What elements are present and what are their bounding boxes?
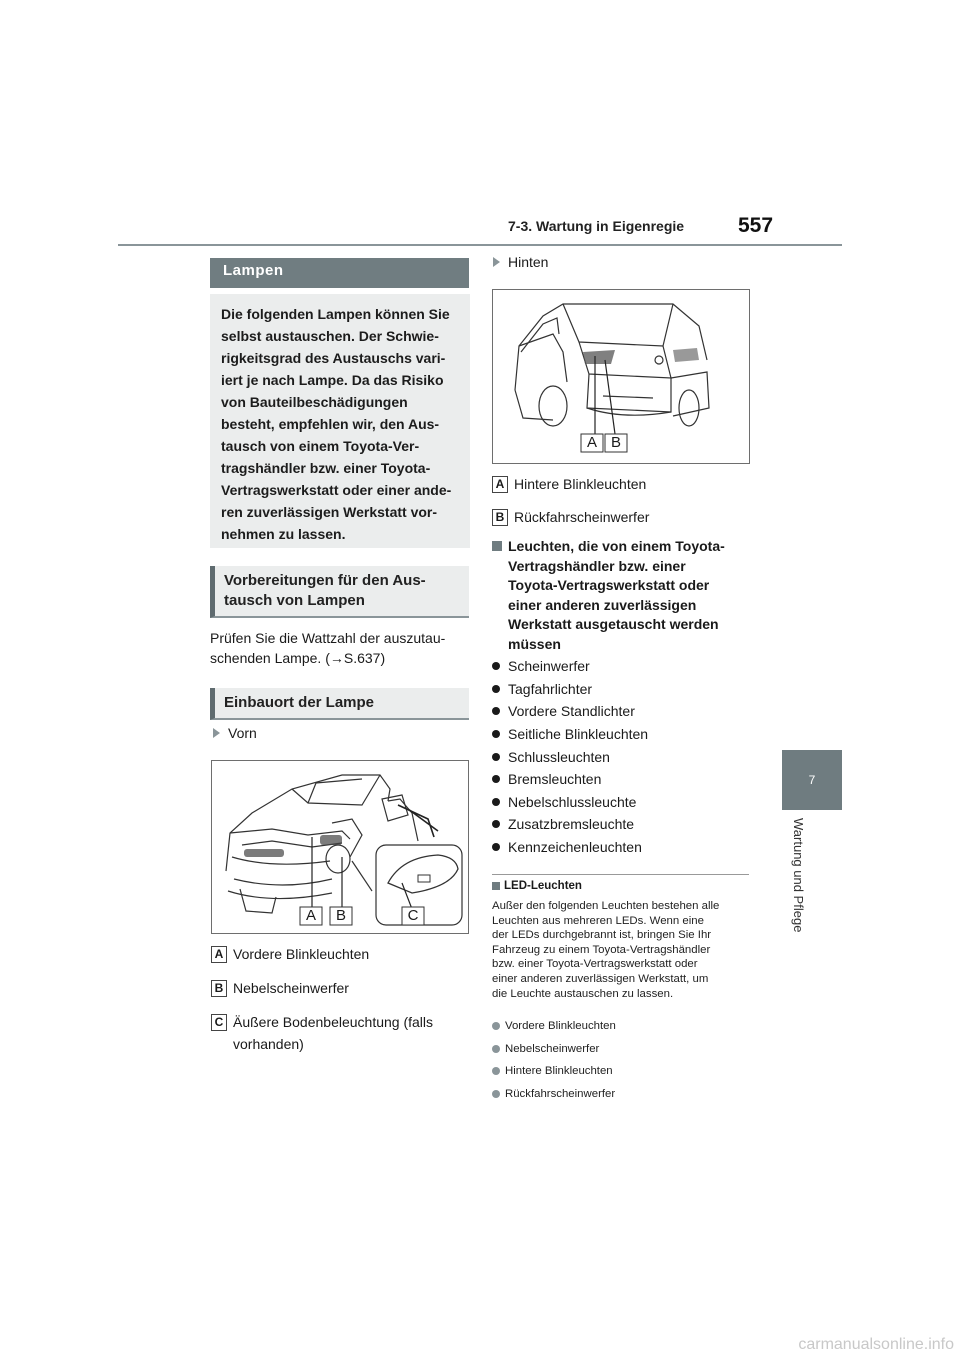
list-item-text: Schlussleuchten [508,748,610,765]
dealer-list [492,655,752,858]
square-bullet-icon [492,882,500,890]
chapter-number: 7 [808,773,816,787]
rear-car-figure [492,289,750,464]
chapter-tab[interactable] [782,750,842,810]
preparation-line: Prüfen Sie die Wattzahl der auszutau- [210,630,446,646]
heading-line: Vorbereitungen für den Aus- [224,572,426,589]
list-item-text: Kennzeichenleuchten [508,839,642,856]
list-item-text: Nebelscheinwerfer [505,1042,600,1055]
list-item-text: Seitliche Blinkleuchten [508,726,649,743]
list-item [492,723,752,746]
intro-box [210,294,470,548]
intro-line: besteht, empfehlen wir, den Aus- [221,416,440,432]
led-body-line: Leuchten aus mehreren LEDs. Wenn eine [492,914,704,927]
led-body-line: der LEDs durchgebrannt ist, bringen Sie Ihr [492,929,712,942]
callout-text: Nebelscheinwerfer [233,980,349,996]
callout-text: Äußere Bodenbeleuchtung (falls [233,1014,434,1030]
list-item [492,1083,616,1106]
dealer-heading-line: Werkstatt ausgetauscht werden [508,616,719,632]
dealer-heading-line: Toyota-Vertragswerkstatt oder [508,577,710,593]
intro-line: rigkeitsgrad des Austauschs vari- [221,350,446,366]
intro-line: Die folgenden Lampen können Sie [221,306,450,322]
front-car-figure [211,760,469,934]
list-item-text: Scheinwerfer [508,658,590,675]
led-heading-text: LED-Leuchten [504,880,582,892]
dealer-heading-line: müssen [508,635,561,652]
bullet-icon [492,1022,500,1030]
preparation-line: schenden Lampe. (→S.637) [210,650,386,666]
header-rule [118,244,842,246]
list-item-text: Nebelschlussleuchte [508,793,637,810]
list-item-text: Tagfahrlichter [508,680,593,697]
bullet-icon [492,1045,500,1053]
list-item [492,678,752,701]
led-body-line: die Leuchte austauschen zu lassen. [492,987,674,1000]
bullet-icon [492,820,500,828]
list-item [492,1038,616,1061]
front-callout-b [211,977,349,999]
intro-line: tragshändler bzw. einer Toyota- [221,460,431,476]
rear-label [493,254,548,270]
section-title-bar [210,258,469,288]
figure-label: B [610,434,621,451]
front-label [213,725,257,741]
dealer-heading-line: Vertragshändler bzw. einer [508,557,686,574]
led-body-line: bzw. einer Toyota-Vertragswerkstatt oder [492,958,698,971]
list-item-text: Hintere Blinkleuchten [505,1065,613,1078]
rear-callout-b [492,506,649,528]
callout-key: A [211,946,227,963]
led-body-line: Fahrzeug zu einem Toyota-Vertragshändler [492,943,711,956]
dealer-heading-line: Leuchten, die von einem Toyota- [508,538,725,554]
led-body [492,899,750,1001]
intro-line: Vertragswerkstatt oder einer ande- [221,482,452,498]
callout-text: Rückfahrscheinwerfer [514,509,650,525]
page-number: 557 [738,214,774,237]
watermark[interactable]: carmanualsonline.info [798,1336,954,1353]
square-bullet-icon [492,541,502,551]
front-callout-c [211,1011,433,1055]
arrow-icon [213,728,220,738]
led-list [492,1015,616,1105]
intro-line: tausch von einem Toyota-Ver- [221,438,420,454]
heading-preparation [210,566,469,618]
list-item [492,1060,616,1083]
intro-line: selbst austauschen. Der Schwie- [221,328,439,344]
bullet-icon [492,685,500,693]
bullet-icon [492,843,500,851]
figure-label: B [335,907,346,924]
led-heading [492,880,582,892]
bullet-icon [492,753,500,761]
bullet-icon [492,730,500,738]
intro-line: iert je nach Lampe. Da das Risiko [221,372,444,388]
callout-text-continued: vorhanden) [233,1036,304,1052]
section-label: 7-3. Wartung in Eigenregie [508,218,685,234]
intro-line: ren zuverlässigen Werkstatt vor- [221,504,438,520]
list-item [492,813,752,836]
callout-key: B [211,980,227,997]
preparation-text [210,628,445,668]
list-item-text: Bremsleuchten [508,771,602,788]
figure-label: A [586,434,597,451]
list-item-text: Rückfahrscheinwerfer [505,1088,616,1101]
chapter-title: Wartung und Pflege [791,818,806,933]
intro-line: von Bauteilbeschädigungen [221,394,408,410]
intro-line: nehmen zu lassen. [221,526,346,542]
list-item-text: Vordere Standlichter [508,703,635,720]
list-item [492,768,752,791]
list-item [492,836,752,859]
bullet-icon [492,1090,500,1098]
list-item [492,700,752,723]
list-item [492,1015,616,1038]
heading-line: Einbauort der Lampe [224,694,375,711]
bullet-icon [492,798,500,806]
bullet-icon [492,775,500,783]
divider [492,874,749,875]
callout-key: B [492,509,508,526]
bullet-icon [492,1067,500,1075]
list-item [492,791,752,814]
front-callout-a [211,943,369,965]
list-item [492,655,752,678]
dealer-heading [492,537,748,654]
figure-label: A [305,907,316,924]
arrow-icon [493,257,500,267]
dealer-heading-line: einer anderen zuverlässigen [508,596,697,613]
heading-location [210,688,469,720]
callout-key: C [211,1014,227,1031]
rear-label-text: Hinten [508,254,549,270]
callout-text: Vordere Blinkleuchten [233,946,370,962]
callout-key: A [492,476,508,493]
rear-callout-a [492,473,646,495]
bullet-icon [492,662,500,670]
list-item [492,745,752,768]
list-item-text: Vordere Blinkleuchten [505,1020,616,1033]
figure-label: C [407,907,419,924]
callout-text: Hintere Blinkleuchten [514,476,647,492]
section-title: Lampen [223,262,284,279]
bullet-icon [492,707,500,715]
led-body-line: Außer den folgenden Leuchten bestehen alle [492,900,720,912]
front-label-text: Vorn [228,725,257,741]
heading-line: tausch von Lampen [224,592,365,609]
led-body-line: einer anderen zuverlässigen Werkstatt, um [492,972,709,985]
list-item-text: Zusatzbremsleuchte [508,816,635,833]
